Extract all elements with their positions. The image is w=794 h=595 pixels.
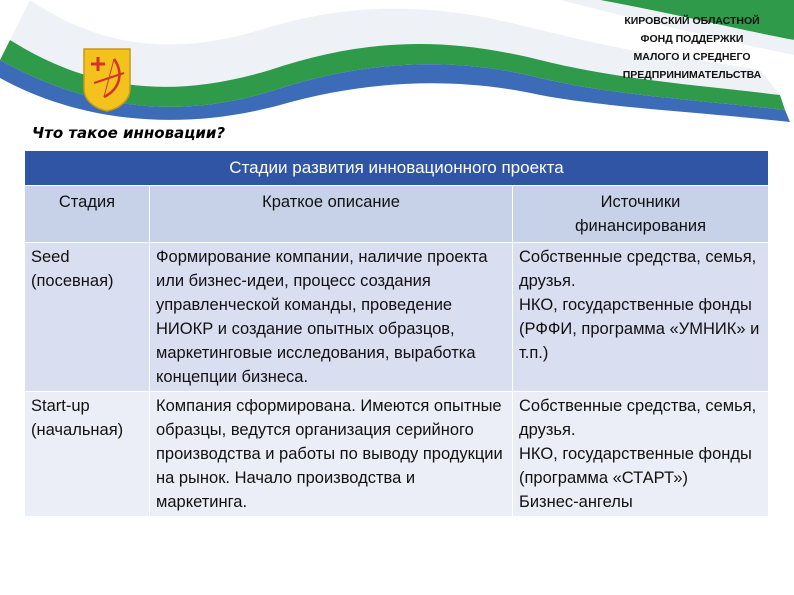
shield-icon: [84, 49, 130, 111]
column-header-funding: Источники финансирования: [513, 186, 769, 243]
stage-cell: Start-up (начальная): [25, 392, 150, 517]
table-row: [25, 392, 769, 517]
organization-name: [594, 12, 790, 84]
funding-cell: Собственные средства, семья, друзья. НКО, государственные фонды (РФФИ, программа «УМНИК» и т.п.): [513, 243, 769, 392]
org-name-line: КИРОВСКИЙ ОБЛАСТНОЙ: [624, 15, 760, 27]
description-cell: Формирование компании, наличие проекта или бизнес-идеи, процесс создания управленческой команды, проведение НИОКР и создание опытных образцов, маркетинговые исследования, выработка концепции бизнеса.: [150, 243, 513, 392]
column-header-stage: Стадия: [25, 186, 150, 243]
coat-of-arms-emblem: [80, 45, 134, 113]
stage-cell: Seed (посевная): [25, 243, 150, 392]
table-caption-row: [25, 151, 769, 186]
table-row: [25, 243, 769, 392]
table-header-row: [25, 186, 769, 243]
org-name-line: МАЛОГО И СРЕДНЕГО: [633, 51, 751, 63]
page-title: Что такое инновации?: [32, 124, 226, 142]
org-name-line: ФОНД ПОДДЕРЖКИ: [640, 33, 744, 45]
funding-cell: Собственные средства, семья, друзья. НКО, государственные фонды (программа «СТАРТ») Бизнес-ангелы: [513, 392, 769, 517]
column-header-description: Краткое описание: [150, 186, 513, 243]
table-caption: Стадии развития инновационного проекта: [25, 151, 769, 186]
stages-table: [24, 150, 769, 517]
description-cell: Компания сформирована. Имеются опытные образцы, ведутся организация серийного производства и работы по выводу продукции на рынок. Начало производства и маркетинга.: [150, 392, 513, 517]
org-name-line: ПРЕДПРИНИМАТЕЛЬСТВА: [622, 69, 762, 81]
